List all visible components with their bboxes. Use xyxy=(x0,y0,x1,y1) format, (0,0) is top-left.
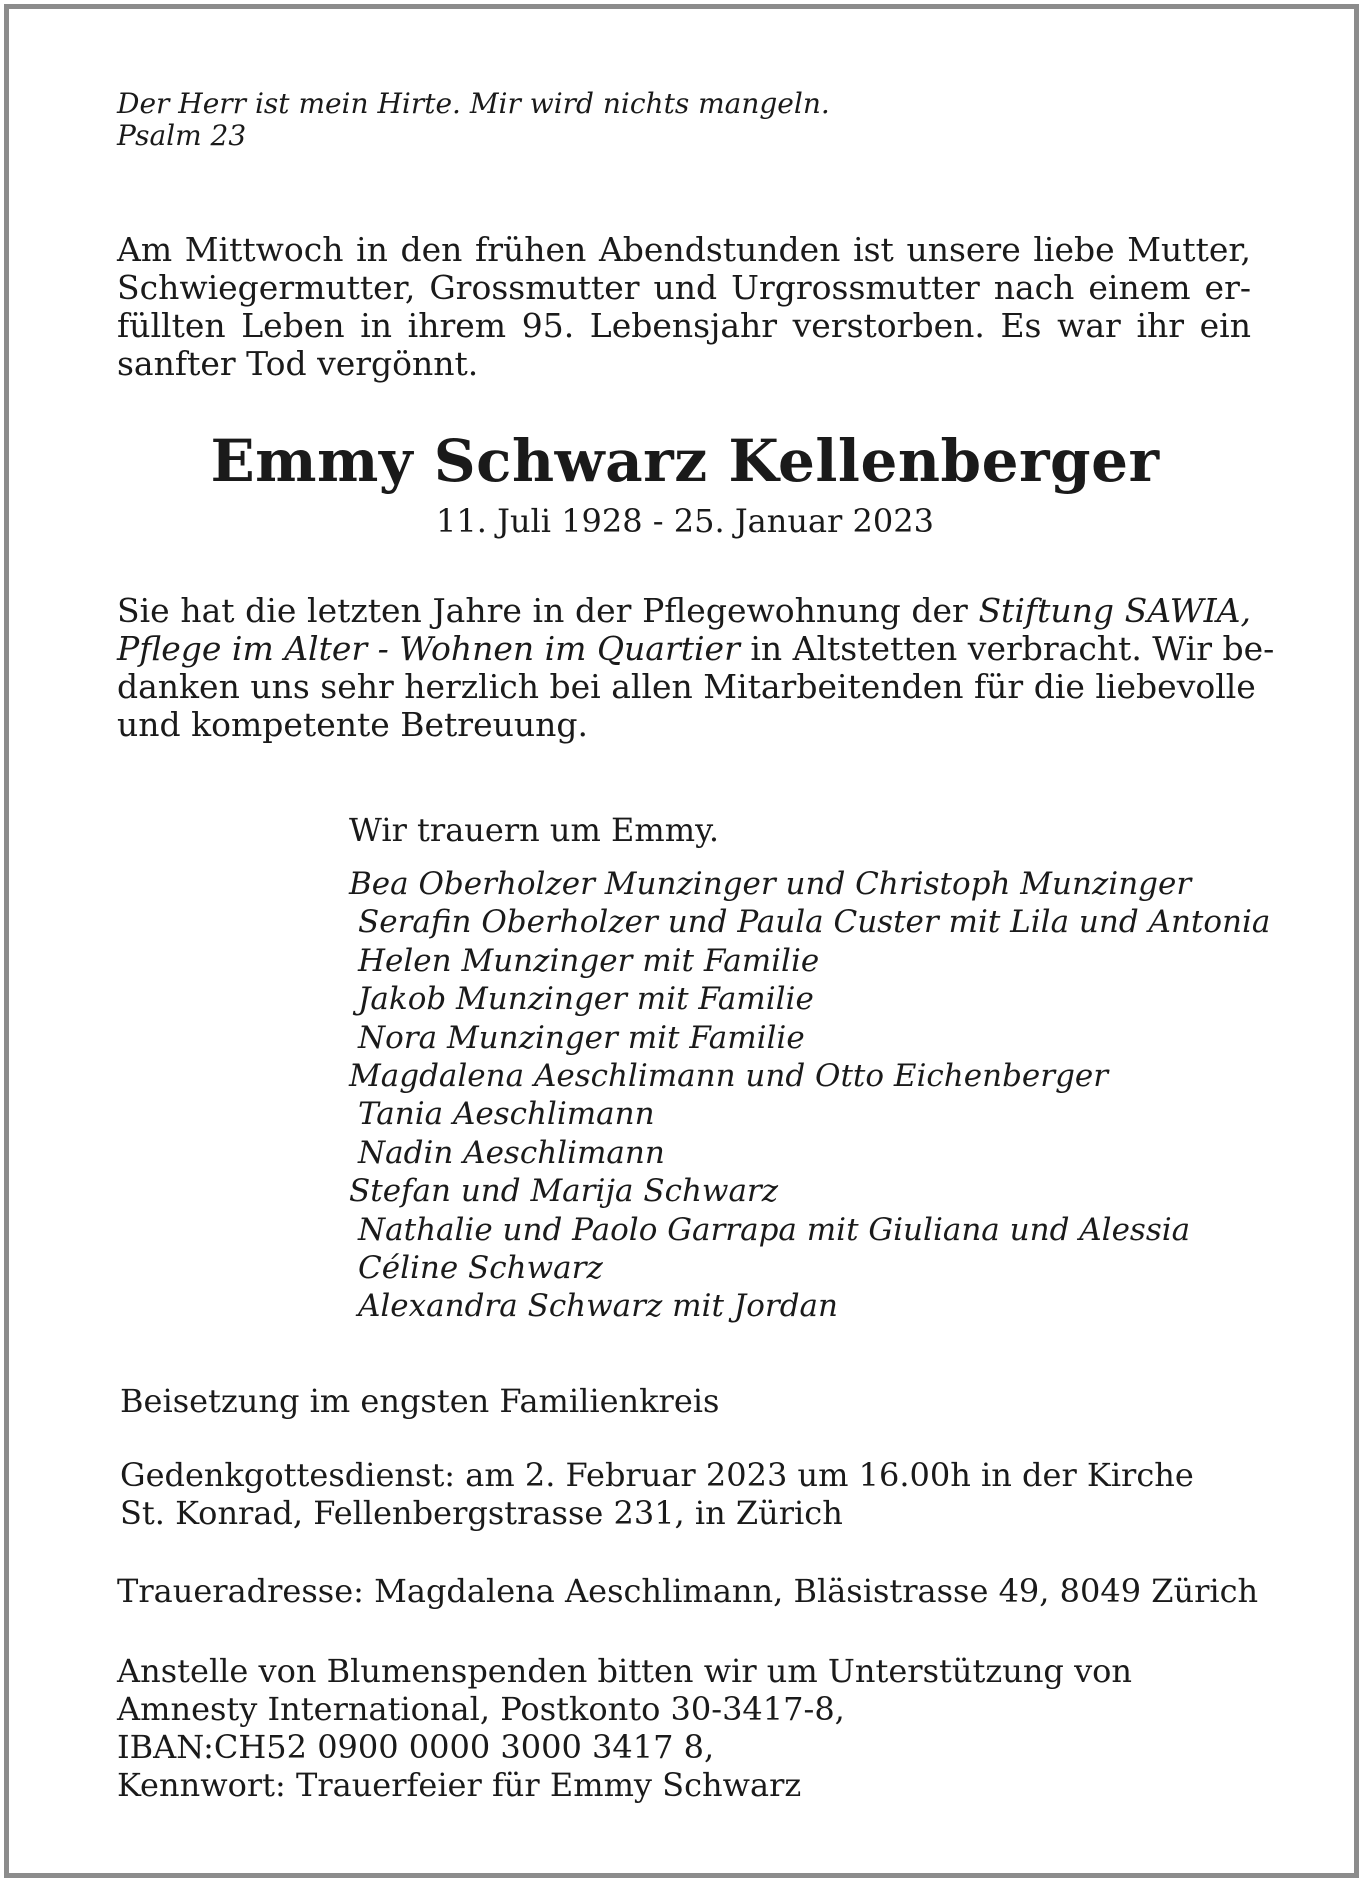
motto-quote: Der Herr ist mein Hirte. Mir wird nichts mangeln. xyxy=(117,87,830,120)
mourner-name: Magdalena Aeschlimann und Otto Eichenberger xyxy=(349,1058,1109,1095)
memorial-service xyxy=(120,1456,1194,1532)
mourners-list xyxy=(349,865,1270,1326)
service-line: St. Konrad, Fellenbergstrasse 231, in Zürich xyxy=(120,1494,843,1532)
mourner-name: Nora Munzinger mit Familie xyxy=(358,1019,805,1056)
donation-line: Anstelle von Blumenspenden bitten wir um Unterstützung von xyxy=(117,1652,1133,1690)
mourning-address: Traueradresse: Magdalena Aeschlimann, Bläsistrasse 49, 8049 Zürich xyxy=(117,1572,1259,1610)
mourner-name: Helen Munzinger mit Familie xyxy=(358,942,820,979)
intro-line: füllten Leben in ihrem 95. Lebensjahr verstorben. Es war ihr ein xyxy=(117,306,1251,345)
mourner-name: Céline Schwarz xyxy=(358,1250,603,1287)
care-line xyxy=(117,629,1275,668)
mourner-name: Nadin Aeschlimann xyxy=(358,1134,665,1171)
care-line: danken uns sehr herzlich bei allen Mitarbeitenden für die liebevolle xyxy=(117,667,1256,706)
mourner-name: Tania Aeschlimann xyxy=(358,1096,655,1133)
care-text: Sie hat die letzten Jahre in der Pflegewohnung der xyxy=(117,591,979,630)
care-line xyxy=(117,592,1251,630)
intro-line: Am Mittwoch in den frühen Abendstunden ist unsere liebe Mutter, xyxy=(117,230,1251,269)
donation-line: Kennwort: Trauerfeier für Emmy Schwarz xyxy=(117,1766,802,1804)
care-text: in Altstetten verbracht. Wir be- xyxy=(739,629,1275,668)
donation-note xyxy=(117,1652,1132,1804)
mourner-name: Stefan und Marija Schwarz xyxy=(349,1173,779,1210)
deceased-name: Emmy Schwarz Kellenberger xyxy=(210,427,1160,495)
intro-paragraph xyxy=(117,231,1251,383)
donation-line: Amnesty International, Postkonto 30-3417-8, xyxy=(117,1690,845,1728)
mourning-line: Wir trauern um Emmy. xyxy=(349,811,720,849)
care-line: und kompetente Betreuung. xyxy=(117,705,588,744)
motto-source: Psalm 23 xyxy=(117,119,247,152)
intro-line: Schwiegermutter, Grossmutter und Urgrossmutter nach einem er- xyxy=(117,268,1251,307)
care-foundation: Stiftung SAWIA, xyxy=(978,591,1252,630)
service-line: Gedenkgottesdienst: am 2. Februar 2023 um 16.00h in der Kirche xyxy=(120,1456,1194,1494)
care-paragraph xyxy=(117,591,1275,744)
mourner-name: Serafin Oberholzer und Paula Custer mit Lila und Antonia xyxy=(358,904,1271,941)
mourner-name: Jakob Munzinger mit Familie xyxy=(358,981,814,1018)
motto xyxy=(117,88,1117,152)
donation-line: IBAN:CH52 0900 0000 3000 3417 8, xyxy=(117,1728,715,1766)
mourner-name: Alexandra Schwarz mit Jordan xyxy=(358,1288,838,1325)
mourner-name: Bea Oberholzer Munzinger und Christoph Munzinger xyxy=(349,866,1192,902)
mourner-name: Nathalie und Paolo Garrapa mit Giuliana und Alessia xyxy=(358,1211,1191,1248)
intro-line: sanfter Tod vergönnt. xyxy=(117,344,479,383)
burial-note: Beisetzung im engsten Familienkreis xyxy=(120,1382,720,1420)
life-dates: 11. Juli 1928 - 25. Januar 2023 xyxy=(436,502,934,540)
care-program: Pflege im Alter - Wohnen im Quartier xyxy=(117,629,740,668)
